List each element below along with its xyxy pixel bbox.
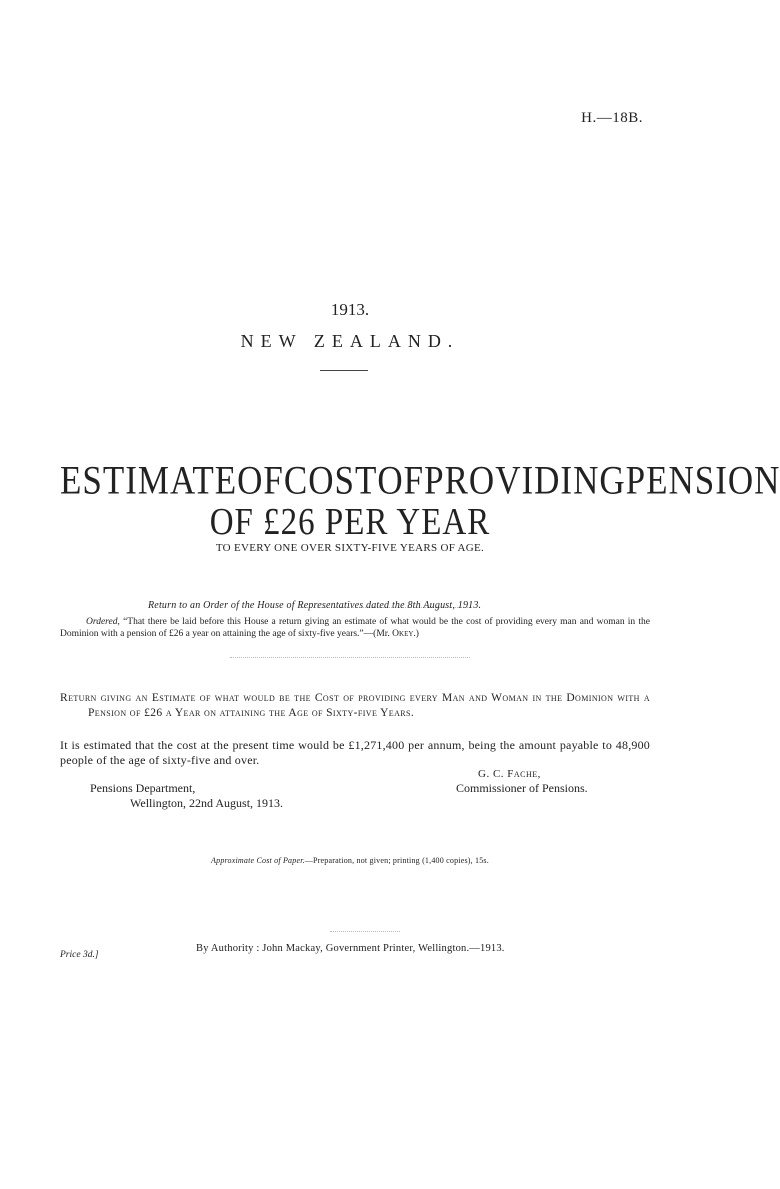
signatory-title: Commissioner of Pensions. — [456, 781, 588, 795]
department-name: Pensions Department, — [90, 781, 196, 795]
cost-label: Approximate Cost of Paper. — [211, 856, 305, 865]
title-word: OF — [237, 458, 284, 503]
member-name: Okey — [392, 629, 414, 639]
title-subtitle: TO EVERY ONE OVER SIXTY-FIVE YEARS OF AGE. — [215, 542, 485, 554]
title-word: PENSION — [625, 458, 780, 503]
cost-text: —Preparation, not given; printing (1,400 copies), 15s. — [304, 856, 489, 865]
estimate-paragraph: It is estimated that the cost at the present time would be £1,271,400 per annum, being the amount payable to 48,900 people of the age of sixty-five and over. — [60, 738, 650, 767]
cost-of-paper-note — [0, 856, 700, 865]
ordered-paragraph — [60, 616, 650, 640]
ordered-label: Ordered, — [86, 617, 120, 627]
ordered-closing: .) — [413, 629, 419, 639]
document-reference: H.—18B. — [581, 110, 643, 126]
title-word: ESTIMATE — [60, 458, 238, 503]
faint-rule — [330, 931, 400, 932]
title-line-1 — [60, 458, 780, 504]
printer-authority: By Authority : John Mackay, Government Printer, Wellington.—1913. — [196, 943, 505, 954]
publication-year: 1913. — [330, 300, 370, 319]
masthead-divider — [320, 370, 368, 371]
signatory-name: G. C. Fache, — [478, 768, 541, 780]
return-heading: Return giving an Estimate of what would be the Cost of providing every Man and Woman in the Dominion with a Pension of £26 a Year on attaining the Age of Sixty-five Years. — [60, 692, 650, 719]
ordered-text: “That there be laid before this House a return giving an estimate of what would be the cost of providing every man and woman in the Dominion with a pension of £26 a year on attaining the age of sixty-five years.”—(Mr. — [60, 617, 650, 639]
faint-rule — [230, 657, 470, 658]
price-note: Price 3d.] — [60, 950, 99, 960]
return-order-line: Return to an Order of the House of Representatives dated the 8th August, 1913. — [148, 600, 482, 611]
place-and-date: Wellington, 22nd August, 1913. — [130, 796, 284, 810]
title-word: OF — [377, 458, 425, 503]
title-word: PROVIDING — [424, 458, 626, 503]
title-word: COST — [283, 458, 378, 503]
country-heading: NEW ZEALAND. — [240, 331, 460, 351]
title-line-2: OF £26 PER YEAR — [209, 502, 491, 544]
